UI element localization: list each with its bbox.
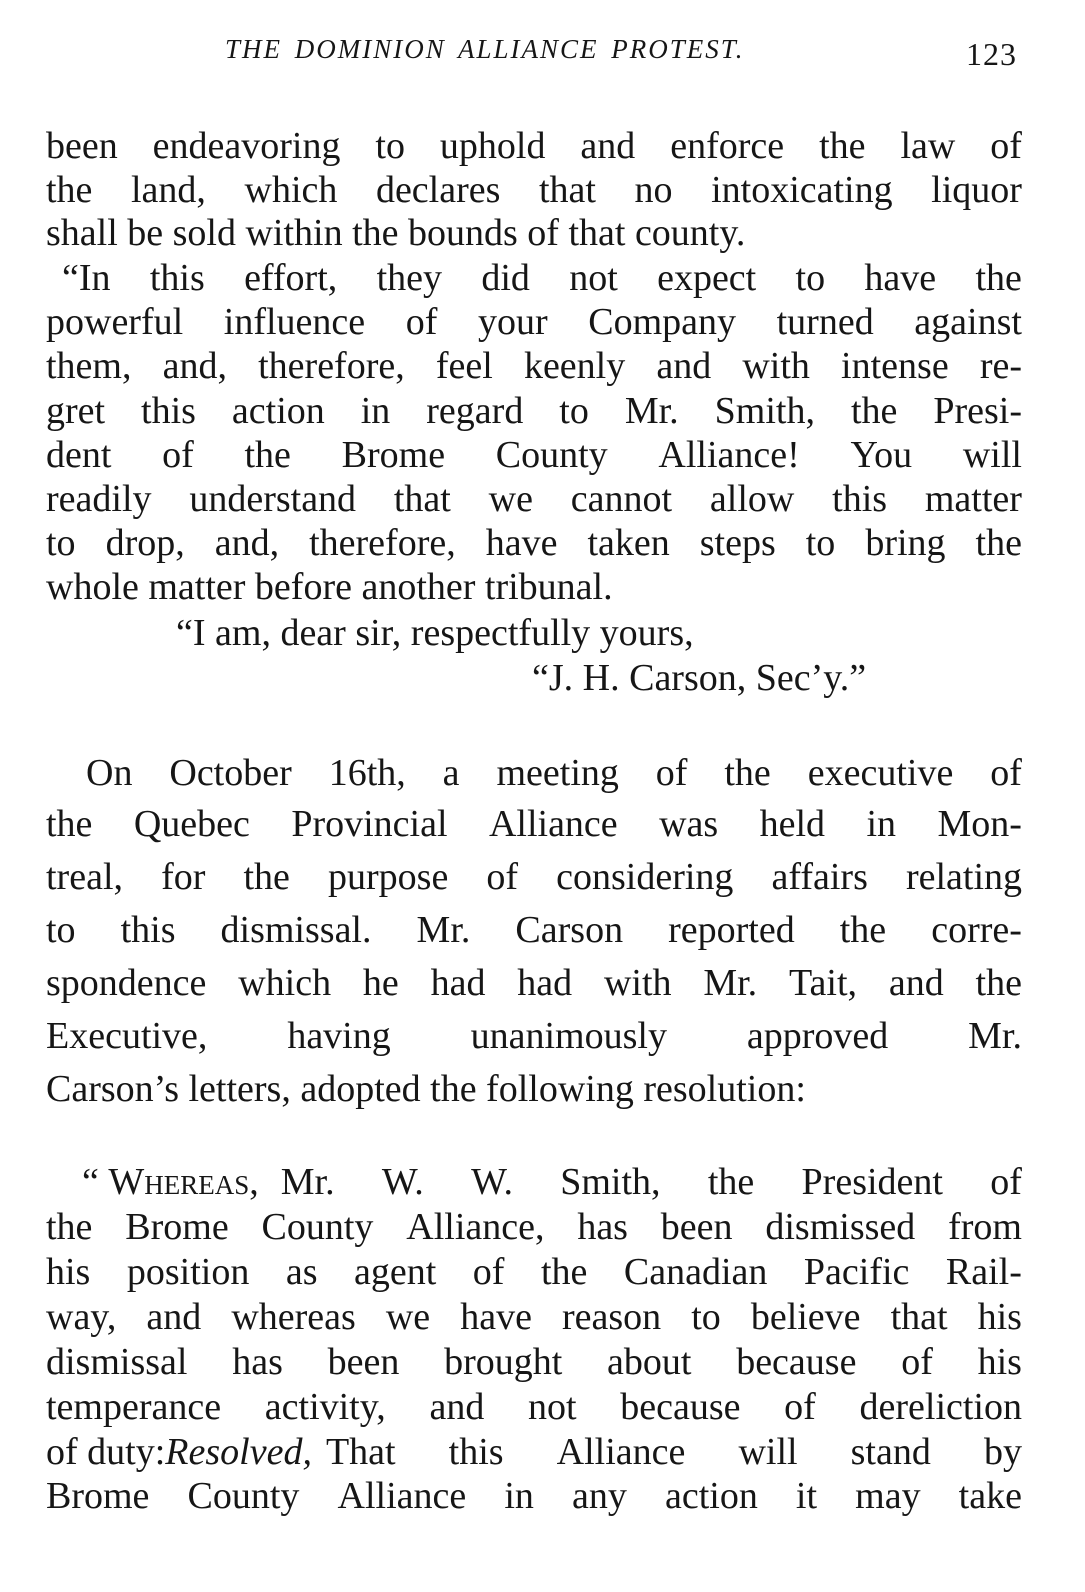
word: of [990, 125, 1022, 167]
text-line [46, 344, 1022, 388]
word: they [376, 257, 443, 299]
word: we [488, 478, 533, 520]
word: this [141, 390, 196, 432]
word: brought [444, 1341, 563, 1383]
text-line [46, 1250, 1022, 1294]
word: Brome [341, 434, 446, 476]
word: to [795, 257, 826, 299]
word: not [569, 257, 618, 299]
word: relating [905, 856, 1022, 898]
word: that [538, 169, 596, 211]
word: Executive, [46, 1015, 208, 1057]
word: temperance [46, 1386, 222, 1428]
word: therefore, [258, 345, 405, 387]
word: been [46, 125, 118, 167]
word: treal, [46, 856, 124, 898]
word: to [691, 1296, 721, 1338]
word: of [990, 752, 1022, 794]
text-line [46, 300, 1022, 344]
word: executive [807, 752, 954, 794]
word: this [120, 909, 176, 951]
word: Tait, [789, 962, 858, 1004]
text-line [46, 961, 1022, 1005]
word: in [504, 1475, 534, 1517]
word: and [888, 962, 944, 1004]
word: drop, [105, 522, 185, 564]
word: the [243, 856, 290, 898]
word: with [742, 345, 810, 387]
word: “In [62, 257, 111, 299]
word: Carson [515, 909, 624, 951]
word: purpose [328, 856, 449, 898]
word: matter [924, 478, 1022, 520]
word: Pacific [803, 1251, 910, 1293]
word: endeavoring [152, 125, 341, 167]
word: Alliance [488, 803, 618, 845]
word: action [231, 390, 325, 432]
word: that [890, 1296, 948, 1338]
word: have [460, 1296, 532, 1338]
word: Mr. [703, 962, 758, 1004]
word: the [540, 1251, 588, 1293]
word: intense [841, 345, 949, 387]
word: uphold [439, 125, 546, 167]
word: cannot [570, 478, 673, 520]
word: regard [426, 390, 524, 432]
word: Presi- [933, 390, 1022, 432]
text-line [86, 751, 1022, 795]
word: the [850, 390, 898, 432]
word: reported [668, 909, 795, 951]
word: intoxicating [711, 169, 893, 211]
word: land, [131, 169, 206, 211]
word: will [738, 1431, 798, 1473]
word: Company [588, 301, 737, 343]
resolution-line-rest [281, 1160, 1022, 1204]
word: the [46, 803, 93, 845]
word: the [819, 125, 866, 167]
whereas-lead [46, 1160, 259, 1204]
word: which [244, 169, 338, 211]
word: enforce [670, 125, 785, 167]
word: did [481, 257, 530, 299]
word: them, [46, 345, 132, 387]
word: considering [556, 856, 734, 898]
text-line [46, 1014, 1022, 1058]
word: Mon- [937, 803, 1022, 845]
word: That [325, 1431, 396, 1473]
word: Quebec [133, 803, 250, 845]
word: it [795, 1475, 818, 1517]
word: action [664, 1475, 758, 1517]
word: reason [561, 1296, 662, 1338]
word: 16th, [328, 752, 406, 794]
word: Smith, [560, 1161, 661, 1203]
text-line [46, 168, 1022, 212]
running-head: THE DOMINION ALLIANCE PROTEST. [225, 34, 745, 64]
word: Canadian [623, 1251, 768, 1293]
word: the [975, 522, 1022, 564]
word: will [962, 434, 1022, 476]
word: that [393, 478, 451, 520]
word: taken [587, 522, 670, 564]
word: keenly [523, 345, 626, 387]
text-line [46, 124, 1022, 168]
word: to [46, 909, 76, 951]
word: with [603, 962, 672, 1004]
word: been [327, 1341, 400, 1383]
word: not [528, 1386, 577, 1428]
word: of [162, 434, 194, 476]
word: for [161, 856, 206, 898]
text-line [46, 855, 1022, 899]
word: had [430, 962, 486, 1004]
word: had [517, 962, 573, 1004]
word: his [46, 1251, 91, 1293]
text-line: whole matter before another tribunal. [46, 566, 613, 608]
word: your [478, 301, 548, 343]
word: agent [353, 1251, 437, 1293]
word: position [126, 1251, 250, 1293]
word: powerful [46, 301, 184, 343]
text-line [46, 1474, 1022, 1518]
word: stand [850, 1431, 931, 1473]
word: County [261, 1206, 374, 1248]
word: he [362, 962, 399, 1004]
text-line: shall be sold within the bounds of that county. [46, 212, 746, 254]
word: County [495, 434, 608, 476]
word: which [238, 962, 332, 1004]
word: Provincial [291, 803, 448, 845]
word: has [577, 1206, 628, 1248]
word: gret [46, 390, 106, 432]
word: as [285, 1251, 318, 1293]
word: the [975, 962, 1022, 1004]
word: steps [699, 522, 776, 564]
word: the [707, 1161, 755, 1203]
word: his [977, 1341, 1022, 1383]
word: in [360, 390, 391, 432]
word: of [990, 1161, 1022, 1203]
word: was [659, 803, 719, 845]
word: influence [223, 301, 366, 343]
word: the [839, 909, 887, 951]
word: Mr. [280, 1161, 335, 1203]
word: and [580, 125, 636, 167]
word: from [948, 1206, 1022, 1248]
word: bring [865, 522, 946, 564]
word: way, [46, 1296, 117, 1338]
word: County [187, 1475, 300, 1517]
word: unanimously [470, 1015, 667, 1057]
word: been [660, 1206, 733, 1248]
resolved-line-rest [326, 1430, 1022, 1474]
word: because [620, 1386, 741, 1428]
word: W. [381, 1161, 424, 1203]
word: declares [375, 169, 501, 211]
text-line [46, 521, 1022, 565]
text-line: Carson’s letters, adopted the following resolution: [46, 1068, 806, 1110]
word: having [287, 1015, 391, 1057]
resolved-word: Resolved, [165, 1431, 312, 1473]
word: therefore, [309, 522, 456, 564]
word: of [486, 856, 519, 898]
text-line [46, 1295, 1022, 1339]
word: Mr. [416, 909, 471, 951]
word: readily [46, 478, 152, 520]
word: the [724, 752, 771, 794]
word: effort, [244, 257, 338, 299]
text-line [46, 1385, 1022, 1429]
text-line [46, 802, 1022, 846]
word: Brome [125, 1206, 229, 1248]
word: of [901, 1341, 933, 1383]
word: dismissed [765, 1206, 916, 1248]
word: against [914, 301, 1022, 343]
text-line [46, 1340, 1022, 1384]
word: dereliction [859, 1386, 1022, 1428]
word: believe [750, 1296, 861, 1338]
word: activity, [264, 1386, 386, 1428]
resolved-line [46, 1430, 1022, 1474]
word: Alliance [556, 1431, 686, 1473]
open-quote: “ [82, 1161, 99, 1203]
word: understand [189, 478, 357, 520]
word: whereas [231, 1296, 356, 1338]
word: of [784, 1386, 816, 1428]
letter-closing: “I am, dear sir, respectfully yours, [176, 612, 694, 654]
word: Alliance [337, 1475, 467, 1517]
word: W. [471, 1161, 513, 1203]
word: this [832, 478, 888, 520]
word: Mr. [968, 1015, 1022, 1057]
word: in [866, 803, 897, 845]
word: corre- [931, 909, 1022, 951]
word: has [232, 1341, 283, 1383]
word: of [472, 1251, 505, 1293]
word: his [977, 1296, 1022, 1338]
page-number: 123 [966, 36, 1017, 72]
word: the [244, 434, 291, 476]
word: law [900, 125, 956, 167]
word: spondence [46, 962, 207, 1004]
word: to [46, 522, 76, 564]
word: turned [776, 301, 874, 343]
word: may [855, 1475, 921, 1517]
word: Alliance! [658, 434, 800, 476]
text-line [46, 433, 1022, 477]
text-line [62, 256, 1022, 300]
word: You [850, 434, 913, 476]
word: no [634, 169, 673, 211]
word: affairs [771, 856, 868, 898]
word: On [86, 752, 133, 794]
word: Rail- [945, 1251, 1022, 1293]
word: dent [46, 434, 112, 476]
word: take [958, 1475, 1022, 1517]
word: Brome [46, 1475, 150, 1517]
letter-signature: “J. H. Carson, Sec’y.” [532, 657, 867, 699]
word: the [46, 1206, 93, 1248]
word: expect [657, 257, 757, 299]
word: about [607, 1341, 692, 1383]
word: by [983, 1431, 1022, 1473]
word: and [146, 1296, 202, 1338]
word: allow [709, 478, 795, 520]
word: Mr. [624, 390, 679, 432]
word: of [655, 752, 688, 794]
word: this [149, 257, 205, 299]
word: Alliance, [406, 1206, 545, 1248]
word: to [805, 522, 836, 564]
text-line [46, 477, 1022, 521]
word: approved [746, 1015, 889, 1057]
word: and [429, 1386, 485, 1428]
word: October [169, 752, 292, 794]
word: this [448, 1431, 504, 1473]
word: feel [435, 345, 493, 387]
word: have [864, 257, 937, 299]
word: we [385, 1296, 431, 1338]
word: President [801, 1161, 943, 1203]
word: liquor [931, 169, 1022, 211]
word: Smith, [714, 390, 815, 432]
word: and, [162, 345, 227, 387]
text-line [46, 908, 1022, 952]
word: dismissal. [220, 909, 372, 951]
word: and [656, 345, 712, 387]
whereas-word: Whereas, [108, 1161, 259, 1203]
word: held [759, 803, 826, 845]
word: any [572, 1475, 627, 1517]
word: meeting [496, 752, 619, 794]
resolution-first-line [46, 1160, 1022, 1204]
word: because [736, 1341, 857, 1383]
duty-text: of duty: [46, 1431, 166, 1473]
word: to [559, 390, 589, 432]
word: have [485, 522, 558, 564]
word: to [375, 125, 405, 167]
word: the [46, 169, 93, 211]
text-line [46, 1205, 1022, 1249]
word: a [442, 752, 460, 794]
word: the [975, 257, 1022, 299]
word: dismissal [46, 1341, 188, 1383]
word: re- [979, 345, 1022, 387]
text-line [46, 389, 1022, 433]
word: of [405, 301, 438, 343]
word: and, [214, 522, 280, 564]
